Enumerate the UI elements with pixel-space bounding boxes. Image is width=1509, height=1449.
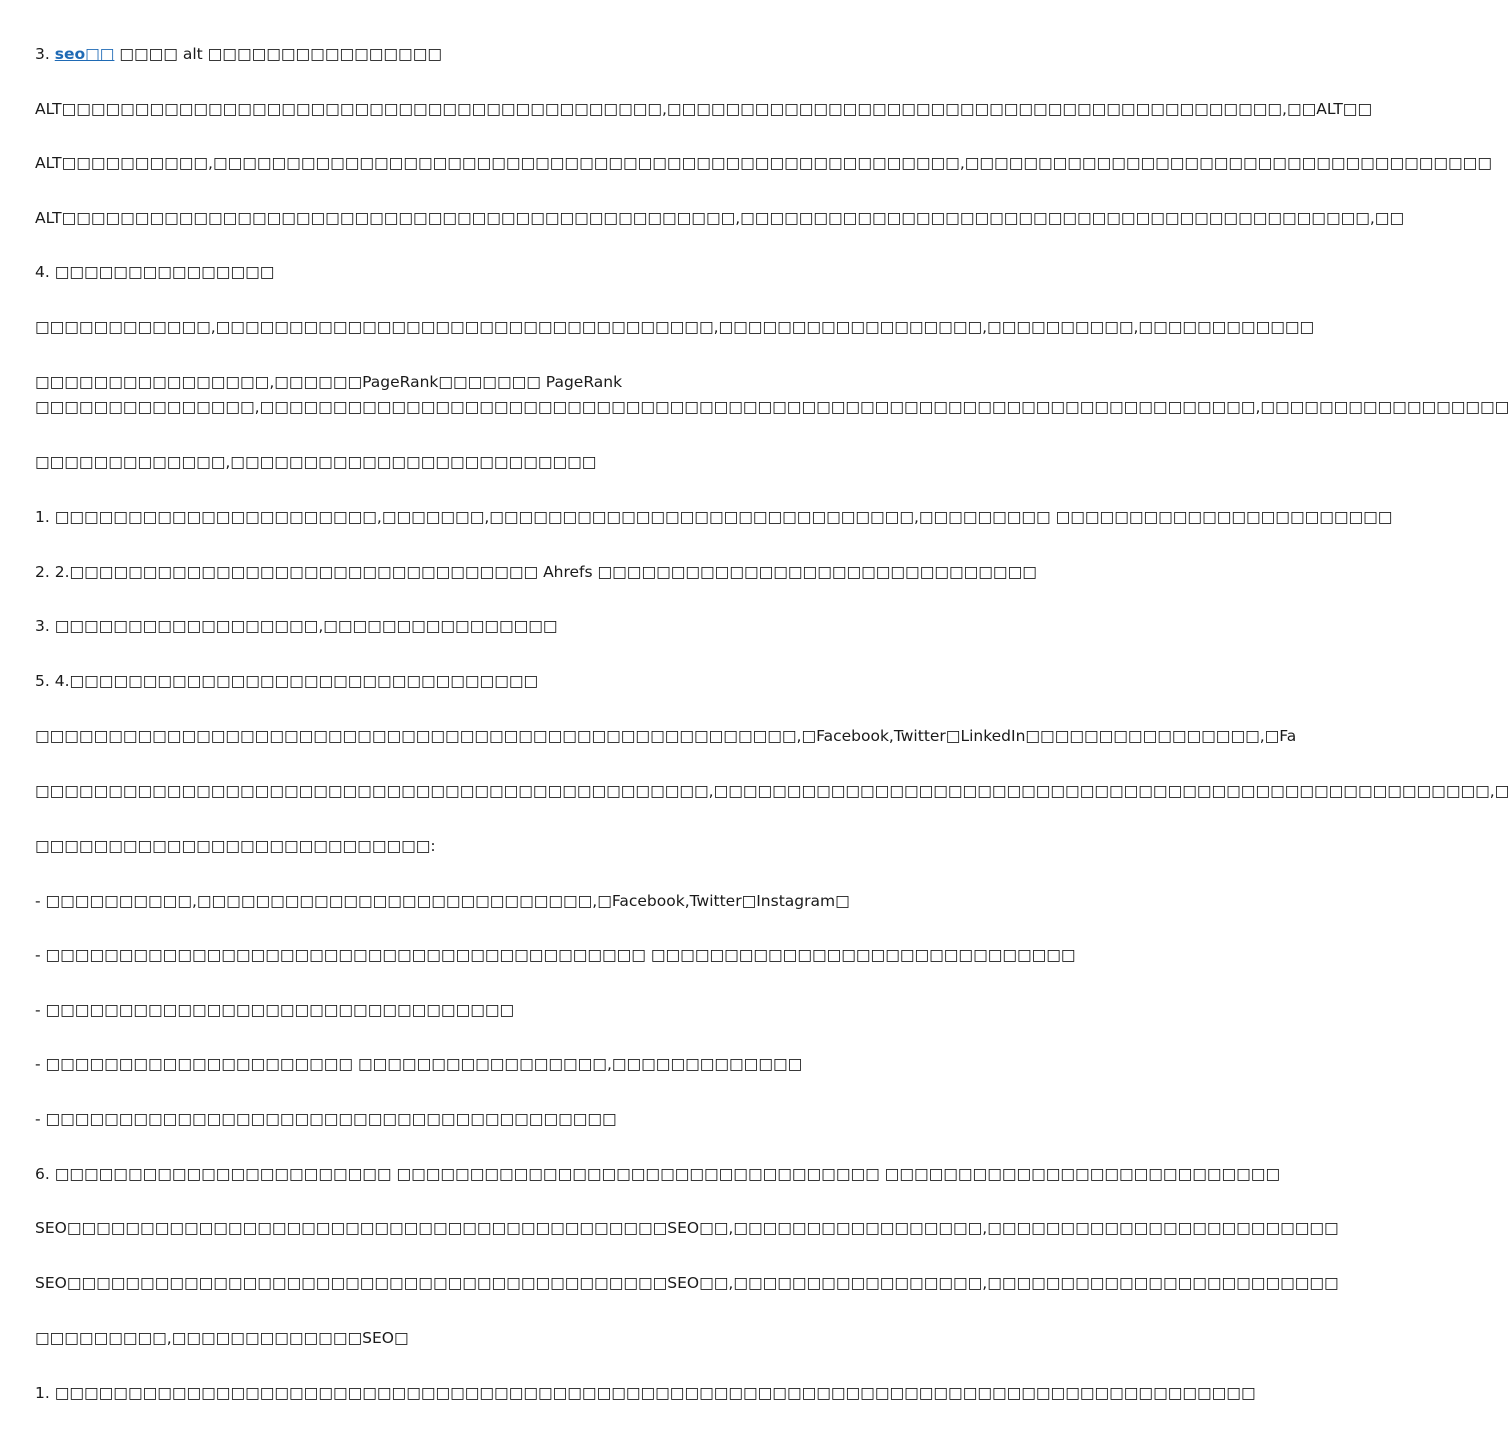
bullet-item-3: - □□□□□□□□□□□□□□□□□□□□□□□□□□□□□□□□ [35,1001,515,1019]
paragraph-seo-3: □□□□□□□□□,□□□□□□□□□□□□□SEO□ [35,1329,409,1347]
paragraph-alt-2: ALT□□□□□□□□□□,□□□□□□□□□□□□□□□□□□□□□□□□□□□□□□□□□□□□□□□□□□□□□□□□□□□,□□□□□□□□□□□□□□□□□□□□□□□□□□□□□□□□□□□□ [35,154,1492,172]
paragraph-pagerank-cont: □□□□□□□□□□□□□□□,□□□□□□□□□□□□□□□□□□□□□□□□□□□□□□□□□□□□□□□□□□□□□□□□□□□□□□□□□□□□□□□□□□□□,□□□□□□□□□□□□□□□□□ [35,398,1509,416]
bullet-item-1: - □□□□□□□□□□,□□□□□□□□□□□□□□□□□□□□□□□□□□□,□Facebook,Twitter□Instagram□ [35,892,850,910]
bullet-item-2: - □□□□□□□□□□□□□□□□□□□□□□□□□□□□□□□□□□□□□□□□□ □□□□□□□□□□□□□□□□□□□□□□□□□□□□□ [35,946,1076,964]
paragraph-seo-1: SEO□□□□□□□□□□□□□□□□□□□□□□□□□□□□□□□□□□□□□□□□□SEO□□,□□□□□□□□□□□□□□□□□,□□□□□□□□□□□□□□□□□□□□□□□□ [35,1219,1339,1237]
paragraph-alt-1: ALT□□□□□□□□□□□□□□□□□□□□□□□□□□□□□□□□□□□□□□□□□,□□□□□□□□□□□□□□□□□□□□□□□□□□□□□□□□□□□□□□□□□□,□□ALT□□ [35,100,1373,118]
list-item-3: 3. □□□□□□□□□□□□□□□□□□,□□□□□□□□□□□□□□□□ [35,617,558,635]
heading-3 [35,43,990,65]
heading-6: 6. □□□□□□□□□□□□□□□□□□□□□□□ □□□□□□□□□□□□□□□□□□□□□□□□□□□□□□□□□ □□□□□□□□□□□□□□□□□□□□□□□□□□□ [35,1165,1281,1183]
bullet-item-5: - □□□□□□□□□□□□□□□□□□□□□□□□□□□□□□□□□□□□□□□ [35,1110,617,1128]
paragraph-alt-3: ALT□□□□□□□□□□□□□□□□□□□□□□□□□□□□□□□□□□□□□□□□□□□□□□,□□□□□□□□□□□□□□□□□□□□□□□□□□□□□□□□□□□□□□□□□□□,□□ [35,209,1405,227]
list-item-1: 1. □□□□□□□□□□□□□□□□□□□□□□,□□□□□□□,□□□□□□□□□□□□□□□□□□□□□□□□□□□□□,□□□□□□□□□ □□□□□□□□□□□□□□□□□□□□□□□ [35,508,1393,526]
seo-link[interactable]: seo□□ [54,45,115,63]
heading-3-number: 3. [35,45,50,63]
paragraph-4: □□□□□□□□□□□□,□□□□□□□□□□□□□□□□□□□□□□□□□□□□□□□□□□,□□□□□□□□□□□□□□□□□□,□□□□□□□□□□,□□□□□□□□□□□□ [35,318,1315,336]
paragraph-social-2: □□□□□□□□□□□□□□□□□□□□□□□□□□□□□□□□□□□□□□□□□□□□□□,□□□□□□□□□□□□□□□□□□□□□□□□□□□□□□□□□□□□□□□□□□□□□□□□□□□□□,□ [35,782,1509,800]
heading-5: 5. 4.□□□□□□□□□□□□□□□□□□□□□□□□□□□□□□□□ [35,672,539,690]
paragraph-6: □□□□□□□□□□□□□,□□□□□□□□□□□□□□□□□□□□□□□□□ [35,453,597,471]
heading-3-text: □□□□ alt □□□□□□□□□□□□□□□□ [114,45,442,63]
paragraph-seo-2: SEO□□□□□□□□□□□□□□□□□□□□□□□□□□□□□□□□□□□□□□□□□SEO□□,□□□□□□□□□□□□□□□□□,□□□□□□□□□□□□□□□□□□□□□□□□ [35,1274,1339,1292]
bullet-item-4: - □□□□□□□□□□□□□□□□□□□□□ □□□□□□□□□□□□□□□□□,□□□□□□□□□□□□□ [35,1055,803,1073]
paragraph-pagerank: □□□□□□□□□□□□□□□□,□□□□□□PageRank□□□□□□□ PageRank [35,373,623,391]
heading-4: 4. □□□□□□□□□□□□□□□ [35,263,275,281]
paragraph-social-intro: □□□□□□□□□□□□□□□□□□□□□□□□□□□: [35,837,436,855]
list-item-final: 1. □□□□□□□□□□□□□□□□□□□□□□□□□□□□□□□□□□□□□□□□□□□□□□□□□□□□□□□□□□□□□□□□□□□□□□□□□□□□□□□□□□ [35,1384,1256,1402]
list-item-2: 2. 2.□□□□□□□□□□□□□□□□□□□□□□□□□□□□□□□□ Ahrefs □□□□□□□□□□□□□□□□□□□□□□□□□□□□□□ [35,563,1037,581]
paragraph-social-1: □□□□□□□□□□□□□□□□□□□□□□□□□□□□□□□□□□□□□□□□□□□□□□□□□□□□,□Facebook,Twitter□LinkedIn□□□□□□□□□□□□□□□□,□Fa [35,727,1297,745]
